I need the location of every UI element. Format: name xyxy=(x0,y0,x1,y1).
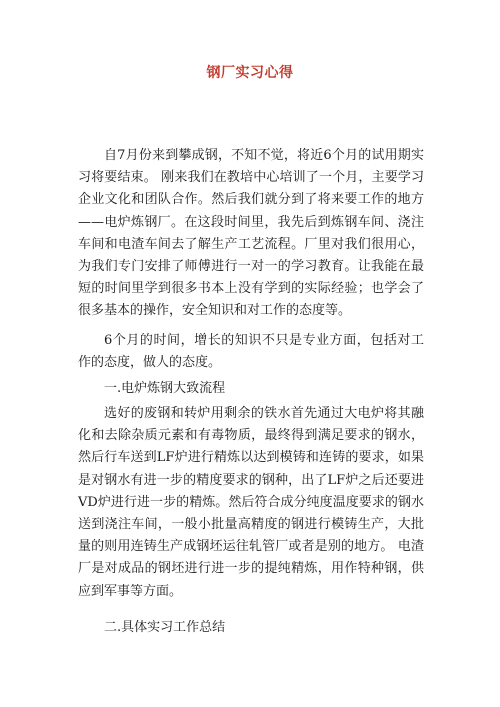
document-title: 钢厂实习心得 xyxy=(206,65,294,81)
paragraph-intro: 自7月份来到攀成钢，不知不觉，将近6个月的试用期实习将要结束。 刚来我们在教培中心培训了一个月，主要学习企业文化和团队合作。然后我们就分到了将来要工作的地方——电炉炼钢厂。在这段时间里，我先后到炼钢车间、浇注车间和电渣车间去了解生产工艺流程。厂里对我们很用心，为我们专门安排了师傅进行一对一的学习教育。让我能在最短的时间里学到很多书本上没有学到的实际经验；也学会了很多基本的操作，安全知识和对工作的态度等。 xyxy=(78,148,424,319)
section-heading-work-summary: 二.具体实习工作总结 xyxy=(104,620,226,635)
paragraph-process: 选好的废钢和转炉用剩余的铁水首先通过大电炉将其融化和去除杂质元素和有毒物质，最终得到满足要求的钢水，然后行车送到LF炉进行精炼以达到模铸和连铸的要求，如果是对钢水有进一步的精度要求的钢种，出了LF炉之后还要进VD炉进行进一步的精炼。然后符合成分纯度温度要求的钢水送到浇注车间，一般小批量高精度的钢进行模铸生产，大批量的则用连铸生产成钢坯运往轧管厂或者是别的地方。 电渣厂是对成品的钢坯进行进一步的提纯精炼，用作特种钢，供应到军事等方面。 xyxy=(78,406,424,599)
paragraph-summary: 6个月的时间，增长的知识不只是专业方面，包括对工作的态度，做人的态度。 xyxy=(78,333,424,371)
section-heading-process: 一.电炉炼钢大致流程 xyxy=(104,381,226,396)
